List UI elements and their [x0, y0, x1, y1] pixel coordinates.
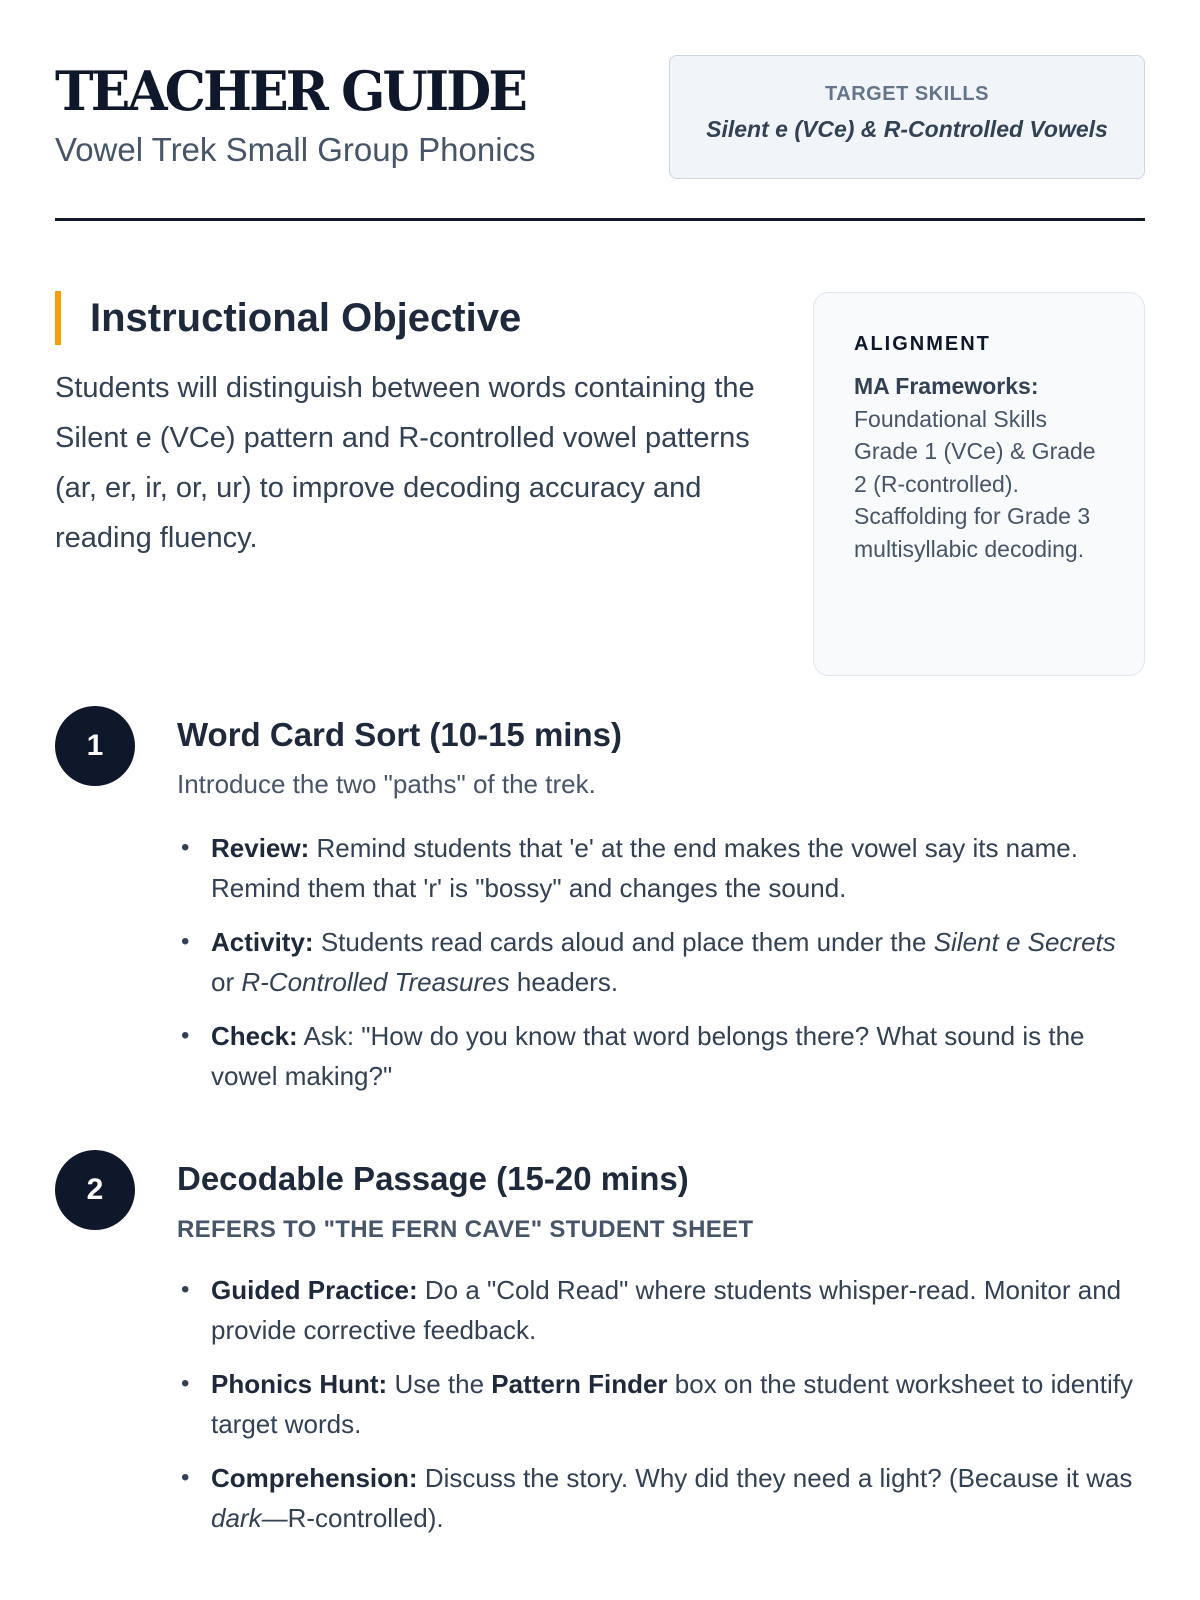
bullet-text: Ask: "How do you know that word belongs there? What sound is the vowel making?" — [211, 1020, 1085, 1091]
header — [55, 0, 1145, 221]
frameworks-text: Foundational Skills Grade 1 (VCe) & Grade 2 (R-controlled). Scaffolding for Grade 3 multisyllabic decoding. — [854, 405, 1096, 562]
frameworks-label: MA Frameworks: — [854, 373, 1039, 399]
step-1-bullets — [177, 828, 1145, 1096]
bullet-review — [177, 828, 1145, 908]
bullet-label: Comprehension: — [211, 1462, 418, 1493]
objective-section — [55, 221, 1145, 676]
silent-e-secrets-header-name: Silent e Secrets — [933, 926, 1116, 957]
objective-heading: Instructional Objective — [90, 296, 522, 340]
step-2-bullets — [177, 1270, 1145, 1538]
bullet-label: Guided Practice: — [211, 1274, 418, 1305]
bullet-text: Students read cards aloud and place them under the — [320, 926, 927, 957]
step-number-badge: 1 — [55, 706, 135, 786]
emphasized-word: dark — [211, 1502, 262, 1533]
target-skills-label: TARGET SKILLS — [825, 83, 989, 105]
bullet-phonics-hunt — [177, 1364, 1145, 1444]
target-skills-box — [669, 55, 1145, 179]
bullet-text: Remind students that 'e' at the end makes the vowel say its name. Remind them that 'r' is "bossy" and changes the sound. — [211, 832, 1078, 903]
bullet-label: Phonics Hunt: — [211, 1368, 388, 1399]
step-1-body — [177, 706, 1145, 1110]
r-controlled-treasures-header-name: R-Controlled Treasures — [241, 966, 510, 997]
bullet-text: Discuss the story. Why did they need a light? (Because it was — [424, 1462, 1133, 1493]
bullet-label: Activity: — [211, 926, 314, 957]
bullet-comprehension — [177, 1458, 1145, 1538]
step-number-badge: 2 — [55, 1150, 135, 1230]
step-2-body — [177, 1150, 1145, 1552]
bullet-guided-practice — [177, 1270, 1145, 1350]
pattern-finder-name: Pattern Finder — [491, 1368, 668, 1399]
objective-heading-accent — [55, 291, 521, 345]
objective-text: Students will distinguish between words containing the Silent e (VCe) pattern and R-controlled vowel patterns (ar, er, ir, or, ur) to improve decoding accuracy and reading fluency. — [55, 372, 755, 554]
bullet-check — [177, 1016, 1145, 1096]
page-title: TEACHER GUIDE — [55, 59, 525, 123]
step-title: Decodable Passage (15-20 mins) — [177, 1160, 689, 1197]
step-intro: Introduce the two "paths" of the trek. — [177, 768, 596, 799]
alignment-label: ALIGNMENT — [854, 333, 991, 355]
alignment-box — [813, 292, 1145, 676]
bullet-text: —R-controlled). — [261, 1502, 444, 1533]
bullet-text: Use the — [394, 1368, 485, 1399]
page-subtitle: Vowel Trek Small Group Phonics — [55, 131, 536, 168]
bullet-text: or — [211, 966, 235, 997]
bullet-label: Check: — [211, 1020, 298, 1051]
bullet-text: headers. — [516, 966, 619, 997]
alignment-text — [854, 370, 1106, 565]
step-refs: REFERS TO "THE FERN CAVE" STUDENT SHEET — [177, 1215, 754, 1243]
bullet-text: Do a "Cold Read" where students whisper-read. Monitor and provide corrective feedback. — [211, 1274, 1122, 1345]
bullet-text: box on the student worksheet to identify target words. — [211, 1368, 1133, 1439]
target-skills-value: Silent e (VCe) & R-Controlled Vowels — [706, 116, 1108, 142]
step-title: Word Card Sort (10-15 mins) — [177, 716, 622, 753]
bullet-label: Review: — [211, 832, 310, 863]
bullet-activity — [177, 922, 1145, 1002]
